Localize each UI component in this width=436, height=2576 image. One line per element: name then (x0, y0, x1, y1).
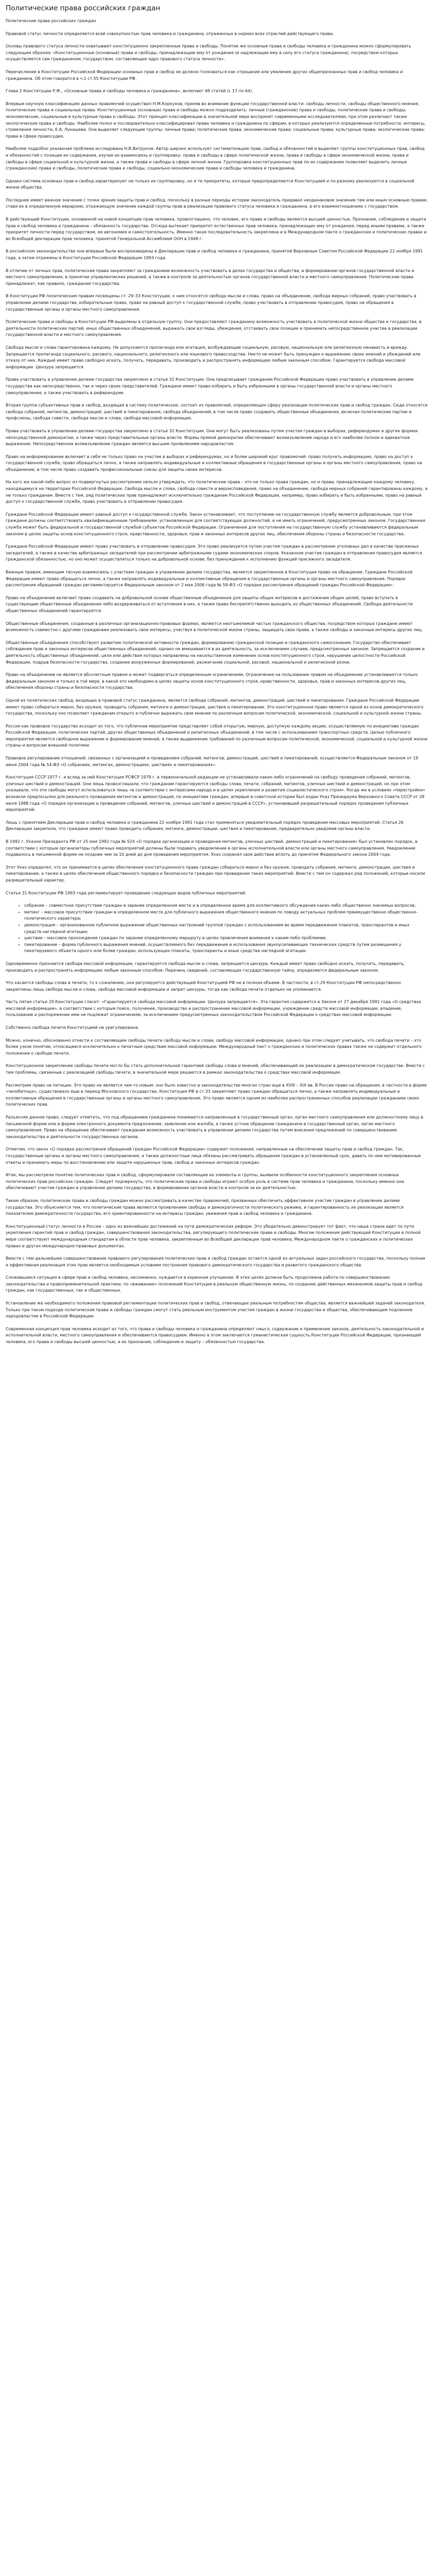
paragraph: Однако система основных прав и свобод характеризует не только их группировку, но и те приоритеты, которые предопределяются Конституцией и по-разному реализуются в социальной жизни общества. (6, 178, 414, 190)
paragraph: Итак, мы рассмотрели понятие политических прав и свобод, сформулировали составляющие их элементы и группы, выявили особенности конституционного закрепления основных политических прав российских граждан. Следует подчеркнуть, что политические права и свободы играют особую роль в системе прав человека и гражданина, поскольку именно они обеспечивают участие граждан в управлении делами государства, в формировании органов власти и контроле за их деятельностью. (6, 1173, 405, 1191)
paragraph: Права участвовать в управлении делами государства закреплено в статье 32 Конституции. Она предписывает гражданам Российской Федерации право участвовать в управлении делами государства как непосредственно, так и через своих представителей. Граждане имеют право избирать и быть избранными в органы государственной власти и органы местного самоуправления, а также участвовать в референдуме. (6, 377, 414, 395)
paragraph: Политические права и свободы в Конституции РФ выделены в отдельную группу. Они предоставляют гражданину возможность участвовать в политической жизни общества и государства, в деятельности политических партий, иных общественных объединений, выражать свои взгляды, убеждения, отстаивать свои позиции и принимать непосредственное участие в реализации государственной власти и местного самоуправления. (6, 319, 422, 337)
paragraph: Современная концепция прав человека исходит из того, что права и свободы человека и гражданина определяют смысл, содержание и применение законов, деятельность законодательной и исполнительной власти, местного самоуправления и обеспечиваются правосудием. Именно в этом заключается гуманистическая сущность Конституции Российской Федерации, признающей человека, его права и свободы высшей ценностью, а их признание, соблюдение и защиту – обязанностью государства. (6, 1326, 424, 1345)
paragraph: Важным правом, имеющим тесную взаимосвязь с участием граждан в управлении делами государства, является закрепленное в Конституции право на обращение. Граждане Российской Федерации имеют право обращаться лично, а также направлять индивидуальные и коллективные обращения в государственные органы и органы местного самоуправления. Порядок рассмотрения обращений граждан регламентируется Федеральным законом от 2 мая 2006 года № 59-ФЗ «О порядке рассмотрения обращений граждан Российской Федерации». (6, 570, 413, 588)
list-item: • шествие – массовое прохождение граждан по заранее определенному маршруту в целях привлечения внимания к каким-либо проблемам; (24, 935, 428, 942)
paragraph: Права участвовать в управлении делами государства закреплено в статье 32 Конституции. Они могут быть реализованы путем участия граждан в выборах, референдумах и других формах непосредственной демократии, а также через представительные органы власти. Формы прямой демократии обеспечивают волеизъявление народа и его наиболее полное и адекватное выражение. Непосредственное волеизъявление граждан является высшим проявлением народовластия. (6, 428, 418, 447)
paragraph: В 1992 г. Указом Президента РФ от 25 мая 1992 года № 524 «О порядке организации и проведения митингов, уличных шествий, демонстраций и пикетирования» был установлен порядок, в соответствии с которым организаторы публичных мероприятий должны были подавать уведомление в органы исполнительной власти или органы местного самоуправления. Уведомление подавалось в письменной форме не позднее чем за 10 дней до дня проведения мероприятия. Указ сохранял свое действие вплоть до принятия Федерального закона 2004 года. (6, 839, 417, 857)
paragraph: Рассмотрим право на петиции. Это право не является чем-то новым: оно было известно в законодательстве многих стран еще в XVIII – XIX вв. В России право на обращения, в частности в форме «челобитных», существовало еще в период Московского государства. Конституция РФ в ст.33 закрепляет право граждан обращаться лично, а также направлять индивидуальные и коллективные обращения в государственные органы и органы местного самоуправления. Это право является одним из наиболее распространенных способов реализации гражданами своих политических прав. (6, 1082, 427, 1107)
paragraph: Можно, конечно, обоснованно отнести к составляющим свободы печати свободу мысли и слова, свободу массовой информации, однако при этом следует учитывать, что свобода печати – это более узкое понятие, относящееся исключительно к печатным средствам массовой информации. Международный пакт о гражданских и политических правах также не содержит отдельного положения о свободе печати. (6, 1038, 422, 1056)
paragraph: Таким образом, политические права и свободы граждан можно рассматривать в качестве правомочий, призванных обеспечить эффективное участие граждан в управлении делами государства. Это объясняется тем, что политические права являются проявлением свободы и демократичности политического режима, и гарантированность их реализации является показателем демократичности государства, его ориентированности на интересы граждан, уважения прав и свобод человека и гражданина. (6, 1198, 404, 1216)
paragraph: Свобода мысли и слова гарантирована каждому. Не допускаются пропаганда или агитация, возбуждающие социальную, расовую, национальную или религиозную ненависть и вражду. Запрещается пропаганда социального, расового, национального, религиозного или языкового превосходства. Никто не может быть принужден к выражению своих мнений и убеждений или отказу от них. Каждый имеет право свободно искать, получать, передавать, производить и распространять информацию любым законным способом. Гарантируется свобода массовой информации. Цензура запрещается. (6, 345, 421, 369)
paragraph: Одной из политических свобод, входящих в правовой статус гражданина, является свобода собраний, митингов, демонстраций, шествий и пикетирования. Граждане Российской Федерации имеют право собираться мирно, без оружия, проводить собрания, митинги и демонстрации, шествия и пикетирование. Это конституционное право является одной из основ демократического государства, поскольку оно позволяет гражданам открыто и публично выражать свое мнение по различным вопросам политической, экономической, социальной и культурной жизни страны. (6, 698, 424, 716)
paragraph: Установление же необходимого положения правовой регламентации политических прав и свобод, отвечающих реальным потребностям общества, является важнейшей задачей законодателя. Только при таком подходе политические права и свободы граждан смогут стать реальным инструментом участия граждан в жизни государства и общества, обеспечивающим подлинное народовластие в Российской Федерации. (6, 1301, 425, 1319)
paragraph: Общественные объединения способствуют развитию политической активности граждан, формированию гражданской позиции и гражданского самосознания. Государство обеспечивает соблюдение прав и законных интересов общественных объединений, однако не вмешивается в их деятельность, за исключением случаев, предусмотренных законом. Запрещается создание и деятельность общественных объединений, цели или действия которых направлены на насильственное изменение основ конституционного строя, нарушение целостности Российской Федерации, подрыв безопасности государства, создание вооруженных формирований, разжигание социальной, расовой, национальной и религиозной розни. (6, 640, 425, 665)
paragraph: Граждане Российской Федерации имеют равный доступ к государственной службе. Закон устанавливает, что поступление на государственную службу является добровольным, при этом граждане должны соответствовать квалификационным требованиям, установленным для соответствующих должностей, и не иметь ограничений, предусмотренных законом. Государственная служба может быть федеральной и государственной службой субъектов Российской Федерации. Ограничения для поступления на государственную службу устанавливаются федеральным законом в целях защиты основ конституционного строя, нравственности, здоровья, прав и законных интересов других лиц, обеспечения обороны страны и безопасности государства. (6, 512, 426, 536)
paragraph: Наиболее подробно указанная проблема исследована Н.В.Витруком. Автор широко использует систематизацию прав, свобод и обязанностей и выделяет группы конституционных прав, свобод и обязанностей с позиции их содержания, изучая их взаимосвязь и группировку: права и свободы в сфере политической жизни, права и свободы в сфере экономической жизни, права и свободы в сфере социальной и культурной жизни, а также права и свободы в сфере личной жизни. Группировка конституционных прав по их содержанию позволяет выделить личные (гражданские) права и свободы, политические права и свободы, социально-экономические права и свободы человека и гражданина. (6, 146, 425, 171)
paragraph: Конституция СССР 1977 г. и вслед за ней Конституция РСФСР 1978 г. в первоначальной редакции не устанавливали каких-либо ограничений на свободу проведения собраний, митингов, уличных шествий и демонстраций. Они лишь провозглашали, что гражданам гарантируются свободы слова, печати, собраний, митингов, уличных шествий и демонстраций, но при этом указывали, что эти свободы могут использоваться лишь «в соответствии с интересами народа и в целях укрепления и развития социалистического строя». Когда же в условиях «перестройки» возникли предпосылки для реального проведения митингов и демонстраций, по инициативе граждан, впервые в советской истории был издан Указ Президиума Верховного Совета СССР от 28 июля 1988 года «О порядке организации и проведения собраний, митингов, уличных шествий и демонстраций в СССР», установивший разрешительный порядок проведения публичных мероприятий. (6, 775, 426, 812)
paragraph: Собственно свобода печати Конституцией не урегулирована. (6, 1025, 139, 1030)
document-body (6, 18, 428, 1346)
paragraph: Право на объединение включает право создавать на добровольной основе общественные объединения для защиты общих интересов и достижения общих целей, право вступать в существующие общественные объединения либо воздерживаться от вступления в них, а также право беспрепятственно выходить из общественных объединений. Свобода деятельности общественных объединений гарантируется. (6, 595, 413, 613)
paragraph: Право на информирование включает в себя не только право на участие в выборах и референдумах, но и более широкий круг правомочий: право получать информацию, право на доступ к государственной службе, право обращаться лично, а также направлять индивидуальные и коллективные обращения в государственные органы и органы местного самоуправления, право на объединение, в том числе право создавать профессиональные союзы для защиты своих интересов. (6, 454, 422, 472)
paragraph: Основы правового статуса личности охватывают конституционно закрепленные права и свободы. Понятие же основные права и свободы человека и гражданина можно сформулировать следующим образом: «Конституционные (основные) права и свободы, принадлежащие ему от рождения (и надлежащие ему в силу его статуса гражданина), посредством которых осуществляется сам гражданином, государством, составляющие ядро правового статуса личности». (6, 44, 411, 62)
paragraph: Конституционный статус личности в России – одно из важнейших достижений на пути демократических реформ. Это убедительно демонстрирует тот факт, что наша страна идет по пути укрепления гарантий прав и свобод граждан, совершенствования законодательства, регулирующего политические права и свободы. Многие положения действующей Конституции в полной мере соответствуют международным стандартам в области прав человека, закрепленным во Всеобщей декларации прав человека, Международном пакте о гражданских и политических правах и других международно-правовых документах. (6, 1224, 421, 1248)
paragraph: Часть пятая статьи 29 Конституции гласит: «Гарантируется свобода массовой информации. Цензура запрещается». Эта гарантия содержится в Законе от 27 декабря 1991 года «О средствах массовой информации», в соответствии с которым поиск, получение, производство и распространение массовой информации, учреждение средств массовой информации, владение, пользование и распоряжение ими не подлежат ограничениям, за исключением предусмотренных законодательством Российской Федерации о средствах массовой информации. (6, 999, 422, 1018)
paragraph: Россия как правовое государство исходит из того, что публичное мероприятие представляет собой открытую, мирную, доступную каждому акцию, осуществляемую по инициативе граждан Российской Федерации, политических партий, других общественных объединений и религиозных объединений, в том числе с использованием транспортных средств. Целью публичного мероприятия является свободное выражение и формирование мнений, а также выдвижение требований по различным вопросам политической, экономической, социальной и культурной жизни страны и вопросам внешней политики. (6, 723, 428, 748)
paragraph: Что касается свободы слова в печати, то к сожалению, она регулируется действующей Конституцией РФ не в полном объеме. В частности, в ст.29 Конституции РФ непосредственно закреплены лишь свобода мысли и слова, свобода массовой информации и запрет цензуры, тогда как свобода печати отдельно не упоминается. (6, 980, 401, 992)
paragraph: На кого же какой-либо вопрос из подвергнутых рассмотрению нельзя утверждать, что политические права – это не только права граждан, но и права, принадлежащие каждому человеку, находящемуся на территории Российской Федерации. Свобода мысли и слова, свобода совести и вероисповедания, право на объединение, свобода мирных собраний гарантированы каждому, а не только гражданам. Вместе с тем, ряд политических прав принадлежит исключительно гражданам Российской Федерации, например, право избирать и быть избранными, право на равный доступ к государственной службе, право участвовать в отправлении правосудия. (6, 480, 428, 504)
paragraph: Отметим, что закон «О порядке рассмотрения обращений граждан Российской Федерации» содержит положения, направленные на обеспечение защиты прав и свобод граждан. Так, государственные органы и органы местного самоуправления, а также должностные лица обязаны рассматривать обращения граждан в установленный срок, давать по ним мотивированные ответы и принимать меры по восстановлению или защите нарушенных прав, свобод и законных интересов граждан. (6, 1147, 421, 1165)
paragraph: Перечисление в Конституции Российской Федерации основных прав и свобод не должно толковаться как отрицание или умаление других общепризнанных прав и свобод человека и гражданина. Об этом говорится в ч.1 ст.55 Конституции РФ. (6, 69, 403, 81)
subtitle: Политические права российских граждан (6, 19, 96, 23)
list-item: • митинг – массовое присутствие граждан в определенном месте для публичного выражения общественного мнения по поводу актуальных проблем преимущественно общественно-политического характера; (24, 909, 428, 922)
paragraph: Общественные объединения, созданные в различных организационно-правовых формах, являются неотъемлемой частью гражданского общества, посредством которых граждане имеют возможность совместно с другими гражданами реализовать свои интересы, участвуя в политической жизни страны, защищать свои права, а также свободы и законные интересы других лиц. (6, 621, 423, 633)
paragraph: Конституционное закрепление свободы печати могло бы стать дополнительной гарантией свободы слова и мнений, обеспечивающей их реализацию в демократическом государстве. Вместе с тем проблемы, связанные с реализацией свободы печати, в значительной мере решаются в рамках законодательства о средствах массовой информации. (6, 1063, 425, 1075)
paragraph: Граждане Российской Федерации имеют право участвовать в отправлении правосудия. Это право реализуется путем участия граждан в рассмотрении уголовных дел в качестве присяжных заседателей, а также в качестве арбитражных заседателей при рассмотрении арбитражными судами экономических споров. Указанное участие граждан в отправлении правосудия является гражданской обязанностью, но оно может осуществляться только на добровольной основе, без принуждения к исполнению функций присяжного заседателя. (6, 544, 422, 562)
paragraph: Сложившаяся ситуация в сфере прав и свобод человека, несомненно, нуждается в коренном улучшении. В этих целях должна быть продолжена работа по совершенствованию законодательства и правоприменительной практики, по «вживанию» положений Конституции в реальную общественную жизнь, по созданию действенных механизмов защиты прав и свобод граждан, как государственных, так и общественных. (6, 1275, 423, 1293)
paragraph: Вместе с тем дальнейшее совершенствование правового регулирования политических прав и свобод граждан остается одной из актуальных задач российского государства, поскольку полная и эффективная реализация этих прав является необходимым условием построения правового демократического государства и развитого гражданского общества. (6, 1256, 425, 1267)
paragraph: Лишь с принятием Декларации прав и свобод человека и гражданина 22 ноября 1991 года стал применяться уведомительный порядок проведения массовых мероприятий. Статья 26 Декларации закрепила, что граждане имеют право проводить собрания, митинги, демонстрации, шествия и пикетирование, предварительно уведомив органы власти. (6, 820, 404, 832)
paragraph: В отличие от личных прав, политические права закрепляют за гражданами возможность участвовать в делах государства и общества, в формировании органов государственной власти и местного самоуправления, в принятии управленческих решений, а также в контроле за деятельностью органов государственной власти и местного самоуправления. Политические права принадлежат, как правило, гражданам государства. (6, 268, 414, 286)
list-item: • пикетирование – форма публичного выражения мнений, осуществляемого без передвижения и использования звукоусиливающих технических средств путем размещения у пикетируемого объекта одного или более граждан, использующих плакаты, транспаранты и иные средства наглядной агитации. (24, 942, 428, 955)
paragraph: Разъясняя данное право, следует отметить, что под обращением гражданина понимаются направленные в государственный орган, орган местного самоуправления или должностному лицу в письменной форме или в форме электронного документа предложение, заявление или жалоба, а также устное обращение гражданина в государственный орган, орган местного самоуправления. Право на обращение обеспечивает гражданам возможность участвовать в управлении делами государства путем внесения предложений по совершенствованию законодательства и деятельности государственных органов. (6, 1115, 424, 1139)
paragraph: Впервые научную классификацию данных правомочий осуществил Н.М.Коркунов, приняв во внимание функции государственной власти: свободы личности, свободы общественного мнения, политические права и социальные права. Конституционные (основные) права и свободы можно подразделить: личные (гражданские) права и свободы; политические права и свободы; экономические, социальные и культурные права и свободы. Этот принцип классификации в значительной мере воспринят современными исследователями; при этом различают также экологические права и свободы. Наиболее полно и последовательно классифицировал права человека и гражданина по сферам, в которых реализуются определенные потребности, интересы, стремления личности, Е.А. Лукашева. Она выделяет следующие группы: личные права; политические права; экономические права; социальные права; культурные права; экологические права; права в сфере правосудия. (6, 101, 426, 139)
list-item: • собрание – совместное присутствие граждан в заранее определенном месте и в определенное время для коллективного обсуждения каких-либо общественно значимых вопросов; (24, 903, 428, 909)
paragraph: Правовой статус личности определяется всей совокупностью прав человека и гражданина, отраженных в нормах всех отраслей действующего права. (6, 31, 334, 36)
paragraph: В российском законодательстве они впервые были воспроизведены в Декларации прав и свобод человека и гражданина, принятой Верховным Советом Российской Федерации 22 ноября 1991 года, а затем отражены в Конституции Российской Федерации 1993 года. (6, 249, 423, 261)
paragraph: Вторая группа субъективных прав и свобод, входящая в систему политических, состоит из правомочий, определяющих сферу реализации политических прав и свобод граждан. Сюда относятся свобода собраний, митингов, демонстраций, шествий и пикетирования, свобода объединений, в том числе право создавать общественные объединения, включая политические партии и профсоюзы, свобода совести, свобода мысли и слова, свобода массовой информации. (6, 403, 428, 421)
paragraph: Этот Указ определял, что он принимается в целях обеспечения конституционного права граждан собираться мирно и без оружия, проводить собрания, митинги, демонстрации, шествия и пикетирование, а также в целях обеспечения общественного порядка и безопасности граждан при проведении таких мероприятий. Вместе с тем он содержал ряд положений, которые носили разрешительный характер. (6, 865, 425, 883)
paragraph: В действующей Конституции, основанной на новой концепции прав человека, провозглашено, что человек, его права и свободы являются высшей ценностью. Признание, соблюдение и защита прав и свобод человека и гражданина – обязанность государства. Отсюда вытекает приоритет естественных прав человека, принадлежащих ему от рождения, перед иными правами, а также приоритет личности перед государством, ее автономия и самостоятельность. Именно такая последовательность закреплена и в Международном пакте о гражданских и политических правах и во Всеобщей декларации прав человека, принятой Генеральной Ассамблеей ООН в 1948 г. (6, 217, 427, 241)
paragraph: Одновременно признается свобода массовой информации, гарантируется свобода мысли и слова, запрещается цензура. Каждый имеет право свободно искать, получать, передавать, производить и распространять информацию любым законным способом. Перечень сведений, составляющих государственную тайну, определяется федеральным законом. (6, 961, 405, 973)
paragraph: Глава 2 Конституции Р.Ф., «Основные права и свободы человека и гражданина», включает 48 статей (с 17 по 64). (6, 89, 253, 94)
paragraph: В Конституции РФ политическим правам посвящены ст. 29–33 Конституции, к ним относятся свобода мысли и слова, право на объединение, свобода мирных собраний, право участвовать в управлении делами государства, избирательные права, право на равный доступ к государственной службе, право участвовать в отправлении правосудия, право на обращения в государственные органы и органы местного самоуправления. (6, 294, 416, 312)
paragraph: Последнее имеет важное значение с точки зрения защиты прав и свобод, поскольку в разные периоды истории законодатель придавал неодинаковое значение тем или иным основным правам, ставя их в определенную иерархию, отражающую значение каждой группы прав в реализации правового статуса человека и гражданина, в его взаимоотношениях с государством. (6, 197, 428, 209)
paragraph: Право на объединение не является абсолютным правом и может подвергаться определенным ограничениям. Ограничения на пользование правом на объединение устанавливаются только федеральным законом и только в той мере, в какой это необходимо в целях защиты основ конституционного строя, нравственности, здоровья, прав и законных интересов других лиц, обеспечения обороны страны и безопасности государства. (6, 672, 418, 690)
page-title: Политические права российских граждан (6, 4, 161, 12)
list-item: • демонстрация – организованное публичное выражение общественных настроений группой граждан с использованием во время передвижения плакатов, транспарантов и иных средств наглядной агитации; (24, 922, 428, 935)
paragraph: Правовое регулирование отношений, связанных с организацией и проведением собраний, митингов, демонстраций, шествий и пикетирований, осуществляется Федеральным законом от 19 июня 2004 года № 54-ФЗ «О собраниях, митингах, демонстрациях, шествиях и пикетированиях». (6, 756, 418, 767)
paragraph: Статья 31 Конституции РФ 1993 года регламентирует проведение следующих видов публичных мероприятий: (6, 890, 247, 895)
bullet-list (6, 903, 428, 955)
